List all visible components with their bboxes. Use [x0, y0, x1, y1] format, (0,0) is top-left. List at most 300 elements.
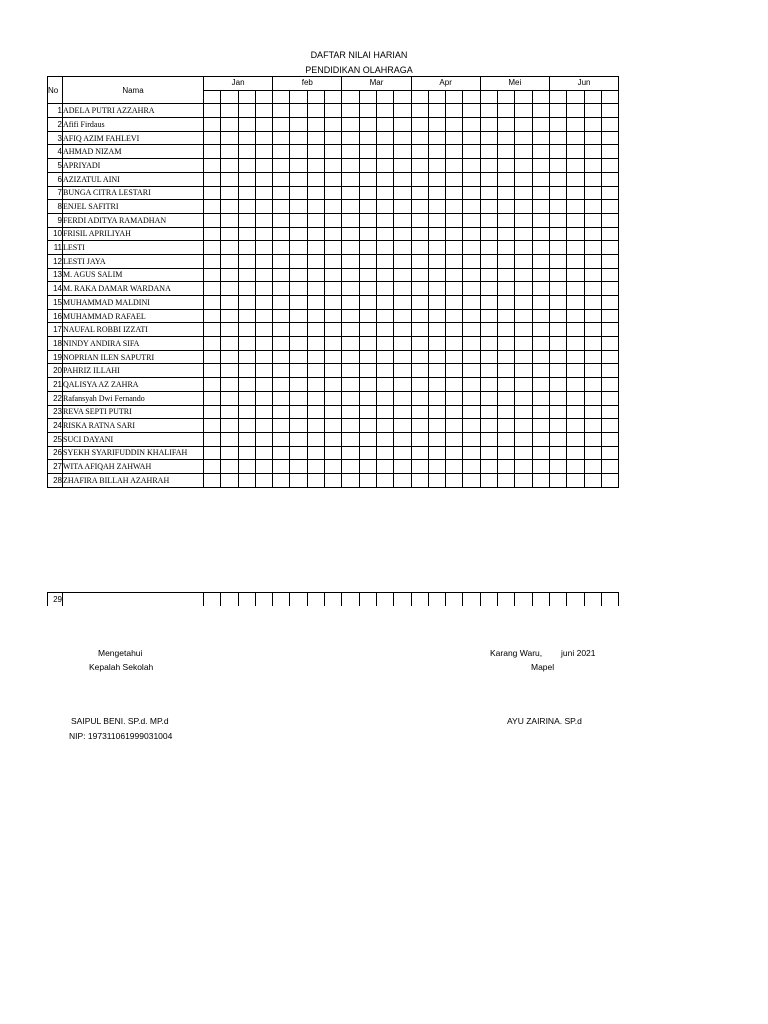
- grade-cell[interactable]: [290, 391, 307, 405]
- grade-cell[interactable]: [601, 241, 618, 255]
- grade-cell[interactable]: [290, 200, 307, 214]
- grade-cell[interactable]: [428, 309, 445, 323]
- grade-cell[interactable]: [498, 186, 515, 200]
- grade-cell[interactable]: [255, 432, 272, 446]
- grade-cell[interactable]: [567, 364, 584, 378]
- grade-cell[interactable]: [221, 364, 238, 378]
- grade-cell[interactable]: [325, 131, 342, 145]
- grade-cell[interactable]: [428, 145, 445, 159]
- grade-cell[interactable]: [567, 172, 584, 186]
- grade-cell[interactable]: [273, 172, 290, 186]
- grade-cell[interactable]: [584, 282, 601, 296]
- grade-cell[interactable]: [342, 364, 359, 378]
- grade-cell[interactable]: [411, 323, 428, 337]
- grade-cell[interactable]: [428, 104, 445, 118]
- grade-cell[interactable]: [238, 200, 255, 214]
- grade-cell[interactable]: [221, 241, 238, 255]
- grade-cell[interactable]: [325, 350, 342, 364]
- grade-cell[interactable]: [255, 254, 272, 268]
- grade-cell[interactable]: [567, 391, 584, 405]
- grade-cell[interactable]: [325, 309, 342, 323]
- grade-cell[interactable]: [446, 159, 463, 173]
- grade-cell[interactable]: [446, 241, 463, 255]
- grade-cell[interactable]: [359, 200, 376, 214]
- grade-cell[interactable]: [601, 473, 618, 487]
- grade-cell[interactable]: [428, 391, 445, 405]
- grade-cell[interactable]: [290, 241, 307, 255]
- grade-cell[interactable]: [584, 378, 601, 392]
- grade-cell[interactable]: [394, 172, 411, 186]
- grade-cell[interactable]: [204, 104, 221, 118]
- grade-cell[interactable]: [567, 378, 584, 392]
- grade-cell[interactable]: [307, 419, 324, 433]
- grade-cell[interactable]: [411, 309, 428, 323]
- grade-cell[interactable]: [290, 364, 307, 378]
- grade-cell[interactable]: [359, 145, 376, 159]
- grade-cell[interactable]: [221, 104, 238, 118]
- grade-cell[interactable]: [463, 323, 480, 337]
- grade-cell[interactable]: [394, 323, 411, 337]
- grade-cell[interactable]: [549, 391, 566, 405]
- grade-cell[interactable]: [376, 296, 393, 310]
- grade-cell[interactable]: [273, 104, 290, 118]
- grade-cell[interactable]: [255, 323, 272, 337]
- grade-cell[interactable]: [255, 446, 272, 460]
- grade-cell[interactable]: [255, 378, 272, 392]
- grade-cell[interactable]: [498, 378, 515, 392]
- grade-cell[interactable]: [204, 227, 221, 241]
- grade-cell[interactable]: [307, 378, 324, 392]
- grade-cell[interactable]: [238, 323, 255, 337]
- grade-cell[interactable]: [255, 296, 272, 310]
- grade-cell[interactable]: [515, 131, 532, 145]
- grade-cell[interactable]: [376, 309, 393, 323]
- grade-cell[interactable]: [359, 391, 376, 405]
- grade-cell[interactable]: [376, 172, 393, 186]
- grade-cell[interactable]: [204, 432, 221, 446]
- grade-cell[interactable]: [290, 186, 307, 200]
- grade-cell[interactable]: [463, 378, 480, 392]
- grade-cell[interactable]: [601, 405, 618, 419]
- grade-cell[interactable]: [359, 268, 376, 282]
- grade-cell[interactable]: [480, 309, 497, 323]
- grade-cell[interactable]: [601, 364, 618, 378]
- grade-cell[interactable]: [273, 378, 290, 392]
- grade-cell[interactable]: [204, 473, 221, 487]
- grade-cell[interactable]: [342, 282, 359, 296]
- grade-cell[interactable]: [238, 227, 255, 241]
- grade-cell[interactable]: [498, 200, 515, 214]
- grade-cell[interactable]: [567, 460, 584, 474]
- grade-cell[interactable]: [394, 432, 411, 446]
- grade-cell[interactable]: [376, 268, 393, 282]
- grade-cell[interactable]: [463, 145, 480, 159]
- grade-cell[interactable]: [376, 104, 393, 118]
- grade-cell[interactable]: [342, 131, 359, 145]
- grade-cell[interactable]: [238, 186, 255, 200]
- grade-cell[interactable]: [498, 159, 515, 173]
- grade-cell[interactable]: [290, 337, 307, 351]
- grade-cell[interactable]: [307, 131, 324, 145]
- grade-cell[interactable]: [480, 200, 497, 214]
- grade-cell[interactable]: [567, 593, 584, 607]
- grade-cell[interactable]: [584, 391, 601, 405]
- grade-cell[interactable]: [567, 159, 584, 173]
- grade-cell[interactable]: [584, 446, 601, 460]
- grade-cell[interactable]: [515, 213, 532, 227]
- grade-cell[interactable]: [498, 241, 515, 255]
- grade-cell[interactable]: [394, 337, 411, 351]
- grade-cell[interactable]: [221, 172, 238, 186]
- grade-cell[interactable]: [549, 159, 566, 173]
- grade-cell[interactable]: [255, 159, 272, 173]
- grade-cell[interactable]: [428, 323, 445, 337]
- grade-cell[interactable]: [428, 282, 445, 296]
- grade-cell[interactable]: [480, 241, 497, 255]
- grade-cell[interactable]: [498, 391, 515, 405]
- grade-cell[interactable]: [204, 241, 221, 255]
- grade-cell[interactable]: [446, 172, 463, 186]
- grade-cell[interactable]: [255, 131, 272, 145]
- grade-cell[interactable]: [359, 227, 376, 241]
- grade-cell[interactable]: [549, 378, 566, 392]
- grade-cell[interactable]: [480, 159, 497, 173]
- grade-cell[interactable]: [394, 186, 411, 200]
- grade-cell[interactable]: [376, 145, 393, 159]
- grade-cell[interactable]: [376, 473, 393, 487]
- grade-cell[interactable]: [549, 446, 566, 460]
- grade-cell[interactable]: [549, 186, 566, 200]
- grade-cell[interactable]: [498, 268, 515, 282]
- grade-cell[interactable]: [532, 593, 549, 607]
- grade-cell[interactable]: [549, 145, 566, 159]
- grade-cell[interactable]: [255, 118, 272, 132]
- grade-cell[interactable]: [325, 405, 342, 419]
- grade-cell[interactable]: [567, 118, 584, 132]
- grade-cell[interactable]: [221, 405, 238, 419]
- grade-cell[interactable]: [325, 460, 342, 474]
- grade-cell[interactable]: [498, 364, 515, 378]
- grade-cell[interactable]: [221, 460, 238, 474]
- grade-cell[interactable]: [204, 186, 221, 200]
- grade-cell[interactable]: [428, 593, 445, 607]
- grade-cell[interactable]: [273, 446, 290, 460]
- grade-cell[interactable]: [204, 405, 221, 419]
- grade-cell[interactable]: [221, 145, 238, 159]
- grade-cell[interactable]: [255, 364, 272, 378]
- grade-cell[interactable]: [446, 145, 463, 159]
- grade-cell[interactable]: [273, 391, 290, 405]
- grade-cell[interactable]: [325, 419, 342, 433]
- grade-cell[interactable]: [273, 323, 290, 337]
- grade-cell[interactable]: [498, 213, 515, 227]
- grade-cell[interactable]: [221, 309, 238, 323]
- grade-cell[interactable]: [601, 446, 618, 460]
- grade-cell[interactable]: [342, 419, 359, 433]
- grade-cell[interactable]: [584, 213, 601, 227]
- grade-cell[interactable]: [411, 460, 428, 474]
- grade-cell[interactable]: [204, 145, 221, 159]
- grade-cell[interactable]: [290, 309, 307, 323]
- grade-cell[interactable]: [359, 296, 376, 310]
- grade-cell[interactable]: [532, 200, 549, 214]
- grade-cell[interactable]: [498, 172, 515, 186]
- grade-cell[interactable]: [549, 296, 566, 310]
- grade-cell[interactable]: [325, 200, 342, 214]
- grade-cell[interactable]: [342, 200, 359, 214]
- grade-cell[interactable]: [273, 460, 290, 474]
- grade-cell[interactable]: [394, 378, 411, 392]
- grade-cell[interactable]: [411, 145, 428, 159]
- grade-cell[interactable]: [204, 131, 221, 145]
- grade-cell[interactable]: [342, 323, 359, 337]
- grade-cell[interactable]: [532, 419, 549, 433]
- grade-cell[interactable]: [394, 593, 411, 607]
- grade-cell[interactable]: [307, 460, 324, 474]
- grade-cell[interactable]: [238, 172, 255, 186]
- grade-cell[interactable]: [428, 186, 445, 200]
- grade-cell[interactable]: [584, 104, 601, 118]
- grade-cell[interactable]: [221, 118, 238, 132]
- grade-cell[interactable]: [342, 391, 359, 405]
- grade-cell[interactable]: [428, 364, 445, 378]
- grade-cell[interactable]: [325, 391, 342, 405]
- grade-cell[interactable]: [480, 405, 497, 419]
- grade-cell[interactable]: [428, 131, 445, 145]
- grade-cell[interactable]: [446, 391, 463, 405]
- grade-cell[interactable]: [411, 104, 428, 118]
- grade-cell[interactable]: [601, 593, 618, 607]
- grade-cell[interactable]: [204, 378, 221, 392]
- grade-cell[interactable]: [567, 337, 584, 351]
- grade-cell[interactable]: [290, 145, 307, 159]
- grade-cell[interactable]: [411, 296, 428, 310]
- grade-cell[interactable]: [515, 593, 532, 607]
- grade-cell[interactable]: [255, 473, 272, 487]
- grade-cell[interactable]: [376, 118, 393, 132]
- grade-cell[interactable]: [463, 473, 480, 487]
- grade-cell[interactable]: [584, 159, 601, 173]
- grade-cell[interactable]: [221, 432, 238, 446]
- grade-cell[interactable]: [394, 473, 411, 487]
- grade-cell[interactable]: [498, 419, 515, 433]
- grade-cell[interactable]: [532, 213, 549, 227]
- grade-cell[interactable]: [221, 159, 238, 173]
- grade-cell[interactable]: [446, 378, 463, 392]
- grade-cell[interactable]: [411, 159, 428, 173]
- grade-cell[interactable]: [238, 213, 255, 227]
- grade-cell[interactable]: [394, 364, 411, 378]
- grade-cell[interactable]: [307, 227, 324, 241]
- grade-cell[interactable]: [515, 378, 532, 392]
- grade-cell[interactable]: [567, 186, 584, 200]
- grade-cell[interactable]: [255, 593, 272, 607]
- grade-cell[interactable]: [549, 364, 566, 378]
- grade-cell[interactable]: [601, 432, 618, 446]
- grade-cell[interactable]: [532, 323, 549, 337]
- grade-cell[interactable]: [204, 118, 221, 132]
- grade-cell[interactable]: [255, 419, 272, 433]
- grade-cell[interactable]: [498, 432, 515, 446]
- grade-cell[interactable]: [238, 364, 255, 378]
- grade-cell[interactable]: [273, 213, 290, 227]
- grade-cell[interactable]: [601, 213, 618, 227]
- grade-cell[interactable]: [532, 460, 549, 474]
- grade-cell[interactable]: [221, 473, 238, 487]
- grade-cell[interactable]: [238, 350, 255, 364]
- grade-cell[interactable]: [584, 350, 601, 364]
- grade-cell[interactable]: [204, 296, 221, 310]
- grade-cell[interactable]: [549, 323, 566, 337]
- grade-cell[interactable]: [428, 460, 445, 474]
- grade-cell[interactable]: [584, 337, 601, 351]
- grade-cell[interactable]: [463, 405, 480, 419]
- grade-cell[interactable]: [342, 460, 359, 474]
- grade-cell[interactable]: [238, 337, 255, 351]
- grade-cell[interactable]: [238, 432, 255, 446]
- grade-cell[interactable]: [463, 118, 480, 132]
- grade-cell[interactable]: [498, 446, 515, 460]
- grade-cell[interactable]: [307, 432, 324, 446]
- grade-cell[interactable]: [411, 227, 428, 241]
- grade-cell[interactable]: [480, 460, 497, 474]
- grade-cell[interactable]: [567, 227, 584, 241]
- grade-cell[interactable]: [273, 593, 290, 607]
- grade-cell[interactable]: [498, 593, 515, 607]
- grade-cell[interactable]: [463, 593, 480, 607]
- grade-cell[interactable]: [307, 350, 324, 364]
- grade-cell[interactable]: [532, 391, 549, 405]
- grade-cell[interactable]: [601, 104, 618, 118]
- grade-cell[interactable]: [567, 309, 584, 323]
- grade-cell[interactable]: [463, 391, 480, 405]
- grade-cell[interactable]: [480, 323, 497, 337]
- grade-cell[interactable]: [204, 172, 221, 186]
- grade-cell[interactable]: [238, 419, 255, 433]
- grade-cell[interactable]: [290, 473, 307, 487]
- grade-cell[interactable]: [394, 254, 411, 268]
- grade-cell[interactable]: [428, 200, 445, 214]
- grade-cell[interactable]: [480, 593, 497, 607]
- grade-cell[interactable]: [601, 309, 618, 323]
- grade-cell[interactable]: [584, 364, 601, 378]
- grade-cell[interactable]: [463, 309, 480, 323]
- grade-cell[interactable]: [204, 309, 221, 323]
- grade-cell[interactable]: [221, 446, 238, 460]
- grade-cell[interactable]: [515, 145, 532, 159]
- grade-cell[interactable]: [359, 419, 376, 433]
- grade-cell[interactable]: [463, 131, 480, 145]
- grade-cell[interactable]: [480, 391, 497, 405]
- grade-cell[interactable]: [567, 131, 584, 145]
- grade-cell[interactable]: [359, 473, 376, 487]
- grade-cell[interactable]: [601, 118, 618, 132]
- grade-cell[interactable]: [376, 159, 393, 173]
- grade-cell[interactable]: [601, 378, 618, 392]
- grade-cell[interactable]: [411, 419, 428, 433]
- grade-cell[interactable]: [325, 159, 342, 173]
- grade-cell[interactable]: [238, 131, 255, 145]
- grade-cell[interactable]: [428, 159, 445, 173]
- grade-cell[interactable]: [221, 337, 238, 351]
- grade-cell[interactable]: [342, 118, 359, 132]
- grade-cell[interactable]: [498, 118, 515, 132]
- grade-cell[interactable]: [601, 282, 618, 296]
- grade-cell[interactable]: [446, 593, 463, 607]
- grade-cell[interactable]: [515, 172, 532, 186]
- grade-cell[interactable]: [273, 337, 290, 351]
- grade-cell[interactable]: [428, 419, 445, 433]
- grade-cell[interactable]: [221, 391, 238, 405]
- grade-cell[interactable]: [446, 473, 463, 487]
- grade-cell[interactable]: [221, 378, 238, 392]
- grade-cell[interactable]: [584, 172, 601, 186]
- grade-cell[interactable]: [376, 131, 393, 145]
- grade-cell[interactable]: [463, 104, 480, 118]
- grade-cell[interactable]: [532, 186, 549, 200]
- grade-cell[interactable]: [532, 172, 549, 186]
- grade-cell[interactable]: [411, 378, 428, 392]
- grade-cell[interactable]: [376, 364, 393, 378]
- grade-cell[interactable]: [601, 200, 618, 214]
- grade-cell[interactable]: [307, 391, 324, 405]
- grade-cell[interactable]: [342, 296, 359, 310]
- grade-cell[interactable]: [307, 159, 324, 173]
- grade-cell[interactable]: [359, 446, 376, 460]
- grade-cell[interactable]: [549, 432, 566, 446]
- grade-cell[interactable]: [255, 172, 272, 186]
- grade-cell[interactable]: [428, 378, 445, 392]
- grade-cell[interactable]: [532, 296, 549, 310]
- grade-cell[interactable]: [325, 432, 342, 446]
- grade-cell[interactable]: [394, 419, 411, 433]
- grade-cell[interactable]: [601, 145, 618, 159]
- grade-cell[interactable]: [325, 213, 342, 227]
- grade-cell[interactable]: [515, 104, 532, 118]
- grade-cell[interactable]: [463, 350, 480, 364]
- grade-cell[interactable]: [255, 350, 272, 364]
- grade-cell[interactable]: [428, 254, 445, 268]
- grade-cell[interactable]: [532, 131, 549, 145]
- grade-cell[interactable]: [515, 432, 532, 446]
- grade-cell[interactable]: [532, 241, 549, 255]
- grade-cell[interactable]: [515, 323, 532, 337]
- grade-cell[interactable]: [359, 593, 376, 607]
- grade-cell[interactable]: [273, 159, 290, 173]
- grade-cell[interactable]: [204, 213, 221, 227]
- grade-cell[interactable]: [411, 593, 428, 607]
- grade-cell[interactable]: [273, 364, 290, 378]
- grade-cell[interactable]: [221, 323, 238, 337]
- grade-cell[interactable]: [498, 460, 515, 474]
- grade-cell[interactable]: [307, 323, 324, 337]
- grade-cell[interactable]: [307, 118, 324, 132]
- grade-cell[interactable]: [532, 364, 549, 378]
- grade-cell[interactable]: [584, 254, 601, 268]
- grade-cell[interactable]: [342, 432, 359, 446]
- grade-cell[interactable]: [273, 432, 290, 446]
- grade-cell[interactable]: [394, 145, 411, 159]
- grade-cell[interactable]: [238, 446, 255, 460]
- grade-cell[interactable]: [549, 350, 566, 364]
- grade-cell[interactable]: [532, 473, 549, 487]
- grade-cell[interactable]: [204, 446, 221, 460]
- grade-cell[interactable]: [411, 172, 428, 186]
- grade-cell[interactable]: [601, 172, 618, 186]
- grade-cell[interactable]: [532, 118, 549, 132]
- grade-cell[interactable]: [532, 378, 549, 392]
- grade-cell[interactable]: [480, 213, 497, 227]
